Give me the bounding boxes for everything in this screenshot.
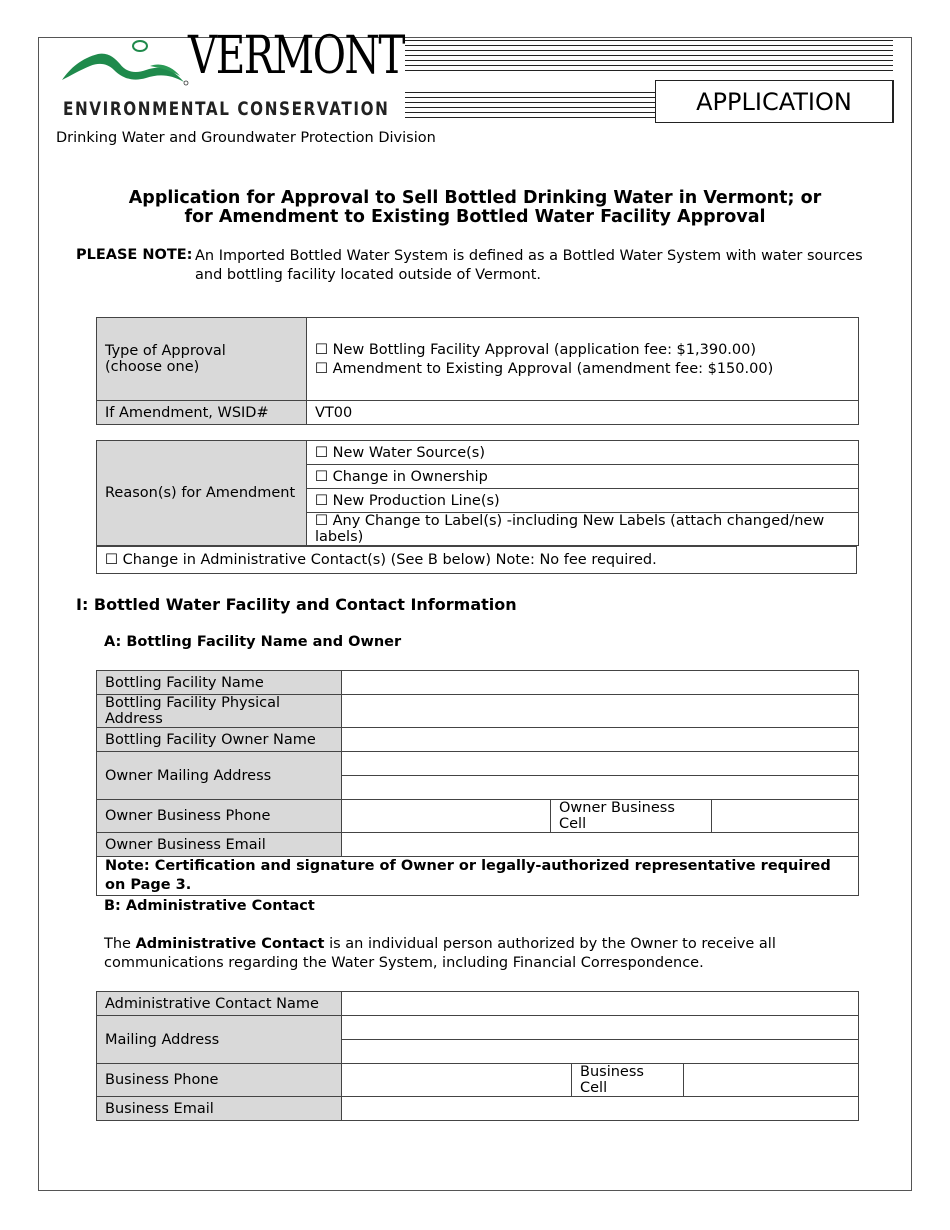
admin-phone-label: Business Phone <box>97 1064 342 1097</box>
option-amendment[interactable]: ☐ Amendment to Existing Approval (amendment fee: $150.00) <box>315 360 774 377</box>
note-label: PLEASE NOTE: <box>76 247 193 263</box>
subsection-b-heading: B: Administrative Contact <box>104 898 315 914</box>
amendment-reasons-table <box>96 440 859 546</box>
owner-email-label: Owner Business Email <box>97 833 342 857</box>
logo-subtitle: ENVIRONMENTAL CONSERVATION <box>63 98 390 120</box>
certification-note: Note: Certification and signature of Owner or legally-authorized representative required on Page 3. <box>97 857 859 896</box>
admin-name-field[interactable] <box>342 992 859 1016</box>
owner-mailing-field-line2[interactable] <box>342 776 859 800</box>
owner-mailing-field-line1[interactable] <box>342 752 859 776</box>
wsid-field[interactable]: VT00 <box>307 401 859 425</box>
vermont-logo-icon <box>60 38 190 88</box>
facility-address-label: Bottling Facility Physical Address <box>97 695 342 728</box>
subsection-a-heading: A: Bottling Facility Name and Owner <box>104 634 402 650</box>
facility-name-field[interactable] <box>342 671 859 695</box>
reason-water-source[interactable]: ☐ New Water Source(s) <box>307 441 859 465</box>
logo-wordmark: VERMONT <box>188 26 404 86</box>
owner-phone-label: Owner Business Phone <box>97 800 342 833</box>
approval-type-label: Type of Approval (choose one) <box>97 318 307 401</box>
option-new-facility[interactable]: ☐ New Bottling Facility Approval (application fee: $1,390.00) <box>315 341 757 358</box>
admin-cell-field[interactable] <box>684 1064 859 1097</box>
facility-address-field[interactable] <box>342 695 859 728</box>
note-text: An Imported Bottled Water System is defined as a Bottled Water System with water sources and bottling facility located outside of Vermont. <box>195 248 863 283</box>
admin-contact-change-option[interactable]: ☐ Change in Administrative Contact(s) (See B below) Note: No fee required. <box>97 547 857 574</box>
approval-type-table <box>96 317 859 425</box>
owner-phone-field[interactable] <box>342 800 551 833</box>
admin-cell-label: Business Cell <box>572 1064 684 1097</box>
admin-email-field[interactable] <box>342 1097 859 1121</box>
facility-name-label: Bottling Facility Name <box>97 671 342 695</box>
owner-cell-field[interactable] <box>712 800 859 833</box>
document-type-box: APPLICATION <box>655 80 894 123</box>
header-rules <box>405 40 893 75</box>
admin-contact-table <box>96 991 859 1121</box>
facility-owner-table <box>96 670 859 896</box>
section-heading: I: Bottled Water Facility and Contact Information <box>76 595 517 614</box>
header-rules-lower <box>405 92 655 122</box>
admin-contact-description: The Administrative Contact is an individual person authorized by the Owner to receive all communications regarding the Water System, including Financial Correspondence. <box>104 936 776 971</box>
owner-cell-label: Owner Business Cell <box>551 800 712 833</box>
admin-email-label: Business Email <box>97 1097 342 1121</box>
admin-change-table <box>96 546 857 574</box>
wsid-label: If Amendment, WSID# <box>97 401 307 425</box>
form-title-line2: for Amendment to Existing Bottled Water Facility Approval <box>184 207 766 227</box>
owner-email-field[interactable] <box>342 833 859 857</box>
approval-type-options <box>307 318 859 401</box>
reason-ownership[interactable]: ☐ Change in Ownership <box>307 465 859 489</box>
owner-mailing-label: Owner Mailing Address <box>97 752 342 800</box>
admin-mailing-field-line2[interactable] <box>342 1040 859 1064</box>
admin-phone-field[interactable] <box>342 1064 572 1097</box>
form-title-line1: Application for Approval to Sell Bottled Drinking Water in Vermont; or <box>128 188 822 208</box>
admin-mailing-label: Mailing Address <box>97 1016 342 1064</box>
owner-name-field[interactable] <box>342 728 859 752</box>
owner-name-label: Bottling Facility Owner Name <box>97 728 342 752</box>
reason-production-line[interactable]: ☐ New Production Line(s) <box>307 489 859 513</box>
reason-label-change[interactable]: ☐ Any Change to Label(s) -including New Labels (attach changed/new labels) <box>307 513 859 546</box>
admin-name-label: Administrative Contact Name <box>97 992 342 1016</box>
division-name: Drinking Water and Groundwater Protection Division <box>56 130 436 146</box>
admin-mailing-field-line1[interactable] <box>342 1016 859 1040</box>
amendment-reasons-label: Reason(s) for Amendment <box>97 441 307 546</box>
